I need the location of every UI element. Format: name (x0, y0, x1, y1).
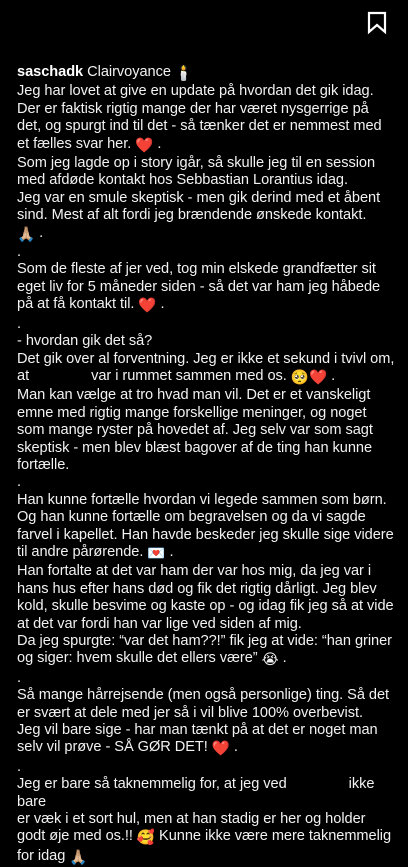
emoji: 🥺 (290, 369, 309, 386)
caption-text: et fælles svar her. (17, 135, 136, 152)
caption-text: at det var fordi han var lige ved siden af mig. (17, 615, 302, 632)
caption-text: . (153, 135, 162, 152)
caption-text: er svært at dele med jer så i vil blive 100% overbevist. (17, 704, 363, 721)
caption-text: på at få kontakt til. (17, 296, 139, 313)
emoji: ❤️ (138, 298, 157, 315)
caption-text: . (278, 650, 287, 667)
bookmark-icon[interactable] (366, 11, 388, 35)
caption-line (17, 190, 395, 207)
caption-line (17, 705, 395, 722)
caption-line (17, 244, 395, 261)
caption-text: Og han kunne fortælle om begravelsen og da vi sagde (17, 509, 366, 526)
caption-text: godt øje med os.!! (17, 828, 137, 845)
post-caption (17, 64, 395, 867)
caption-line (17, 687, 395, 704)
caption-text: Han kunne fortælle hvordan vi legede sammen som børn. (17, 491, 387, 508)
caption-text: . (17, 669, 22, 686)
caption-line (17, 422, 395, 439)
caption-text: Jeg har lovet at give en update på hvordan det gik idag. (17, 83, 374, 100)
caption-text: Så mange hårrejsende (men også personlige) ting. Så det (17, 687, 390, 704)
caption-line (17, 83, 395, 100)
caption-text: . (156, 296, 165, 313)
caption-text: kold, skulle besvime og kaste op - og idag fik jeg så at vide (17, 598, 394, 615)
caption-line (17, 722, 395, 739)
caption-line (17, 279, 395, 296)
caption-line (17, 296, 395, 315)
caption-text: emne med rigtig mange forskellige meninger, og noget (17, 404, 367, 421)
caption-text: - hvordan gik det så? (17, 333, 153, 350)
caption-line (17, 670, 395, 687)
caption-text: Som de fleste af jer ved, tog min elskede grandfætter sit (17, 261, 376, 278)
caption-text: Det gik over al forventning. Jeg er ikke et sekund i tvivl om, (17, 350, 395, 367)
caption-line (17, 101, 395, 118)
caption-line (17, 64, 395, 83)
caption-line (17, 509, 395, 526)
caption-line (17, 118, 395, 135)
emoji: 🙏🏼 (17, 226, 36, 243)
caption-line (17, 739, 395, 758)
top-bar (0, 0, 408, 50)
caption-text: . (17, 315, 22, 332)
caption-text: er væk i et sort hul, men at han stadig er her og holder (17, 811, 366, 828)
emoji: 🥰 (136, 830, 156, 847)
emoji: 🕯️ (174, 66, 194, 82)
caption-text: med afdøde kontakt hos Sebbastian Lorantius idag. (17, 172, 348, 189)
caption-line (17, 776, 395, 811)
caption-line (17, 527, 395, 544)
caption-line (17, 492, 395, 509)
caption-line (17, 474, 395, 491)
caption-text: som mange ryster på hovedet af. Jeg selv var som sagt (17, 422, 373, 439)
caption-text: Kunne ikke være mere taknemmelig (155, 828, 392, 845)
caption-text: . (165, 543, 174, 560)
caption-text: Jeg er bare så taknemmelig for, at jeg ved (17, 776, 291, 793)
caption-line (17, 261, 395, 278)
caption-line (17, 633, 395, 650)
caption-text: hans hus efter hans død og fik det rigtig dårligt. Jeg blev (17, 580, 377, 597)
caption-text: fortælle. (17, 456, 70, 473)
caption-text: . (35, 224, 44, 241)
caption-text: . (17, 474, 22, 491)
caption-line (17, 650, 395, 669)
caption-line (17, 759, 395, 776)
caption-line (17, 457, 395, 474)
caption-text: Clairvoyance (87, 64, 175, 80)
caption-text: Da jeg spurgte: “var det ham??!” fik jeg at vide: “han griner (17, 633, 392, 649)
caption-line (17, 828, 395, 847)
caption-text: til andre pårørende. (17, 543, 148, 560)
caption-line (17, 207, 395, 224)
caption-text: farvel i kapellet. Han havde beskeder jeg skulle sige videre (17, 526, 394, 543)
emoji: 🙏🏼 (69, 849, 88, 866)
caption-line (17, 172, 395, 189)
caption-text: at (17, 367, 34, 384)
caption-text: . (229, 739, 238, 756)
caption-line (17, 440, 395, 457)
caption-text: og siger: hvem skulle det ellers være” (17, 650, 262, 667)
caption-text: Jeg vil bare sige - har man tænkt på at det er noget man (17, 722, 378, 739)
caption-text: det, og spurgt ind til det - så tænker det er nemmest med (17, 118, 382, 135)
caption-line (17, 616, 395, 633)
caption-line (17, 155, 395, 172)
caption-line (17, 368, 395, 387)
caption-text: Der er faktisk rigtig mange der har været nysgerrige på (17, 100, 369, 117)
username[interactable]: saschadk (17, 64, 88, 80)
caption-text: selv vil prøve - SÅ GØR DET! (17, 739, 212, 756)
caption-line (17, 405, 395, 422)
caption-line (17, 581, 395, 598)
caption-text: . (17, 244, 22, 261)
caption-line (17, 563, 395, 580)
caption-text: for idag (17, 847, 70, 864)
caption-line (17, 316, 395, 333)
caption-line (17, 351, 395, 368)
caption-text: skeptisk - men blev blæst bagover af de ting han kunne (17, 439, 373, 456)
caption-line (17, 544, 395, 563)
caption-text: sind. Mest af alt fordi jeg brændende ønskede kontakt. (17, 207, 367, 224)
caption-text: Han fortalte at det var ham der var hos mig, da jeg var i (17, 563, 372, 580)
caption-line (17, 598, 395, 615)
caption-line (17, 136, 395, 155)
caption-text: Som jeg lagde op i story igår, så skulle jeg til en session (17, 155, 376, 172)
caption-text: ikke bare (17, 776, 379, 810)
caption-text: . (327, 367, 336, 384)
caption-text: Man kan vælge at tro hvad man vil. Det er et vanskeligt (17, 387, 371, 404)
caption-line (17, 848, 395, 867)
caption-text: . (17, 758, 22, 775)
caption-text: eget liv for 5 måneder siden - så det var ham jeg håbede (17, 278, 381, 295)
emoji: ❤️ (211, 741, 230, 758)
caption-line (17, 811, 395, 828)
emoji: ❤️ (135, 137, 154, 154)
caption-line (17, 225, 395, 244)
emoji: ❤️ (308, 369, 328, 386)
caption-text: Jeg var en smule skeptisk - men gik derind med et åbent (17, 189, 381, 206)
caption-line (17, 387, 395, 404)
emoji: 😭 (261, 652, 279, 669)
caption-text: var i rummet sammen med os. (87, 367, 291, 384)
caption-line (17, 333, 395, 350)
emoji: 💌 (147, 545, 166, 562)
